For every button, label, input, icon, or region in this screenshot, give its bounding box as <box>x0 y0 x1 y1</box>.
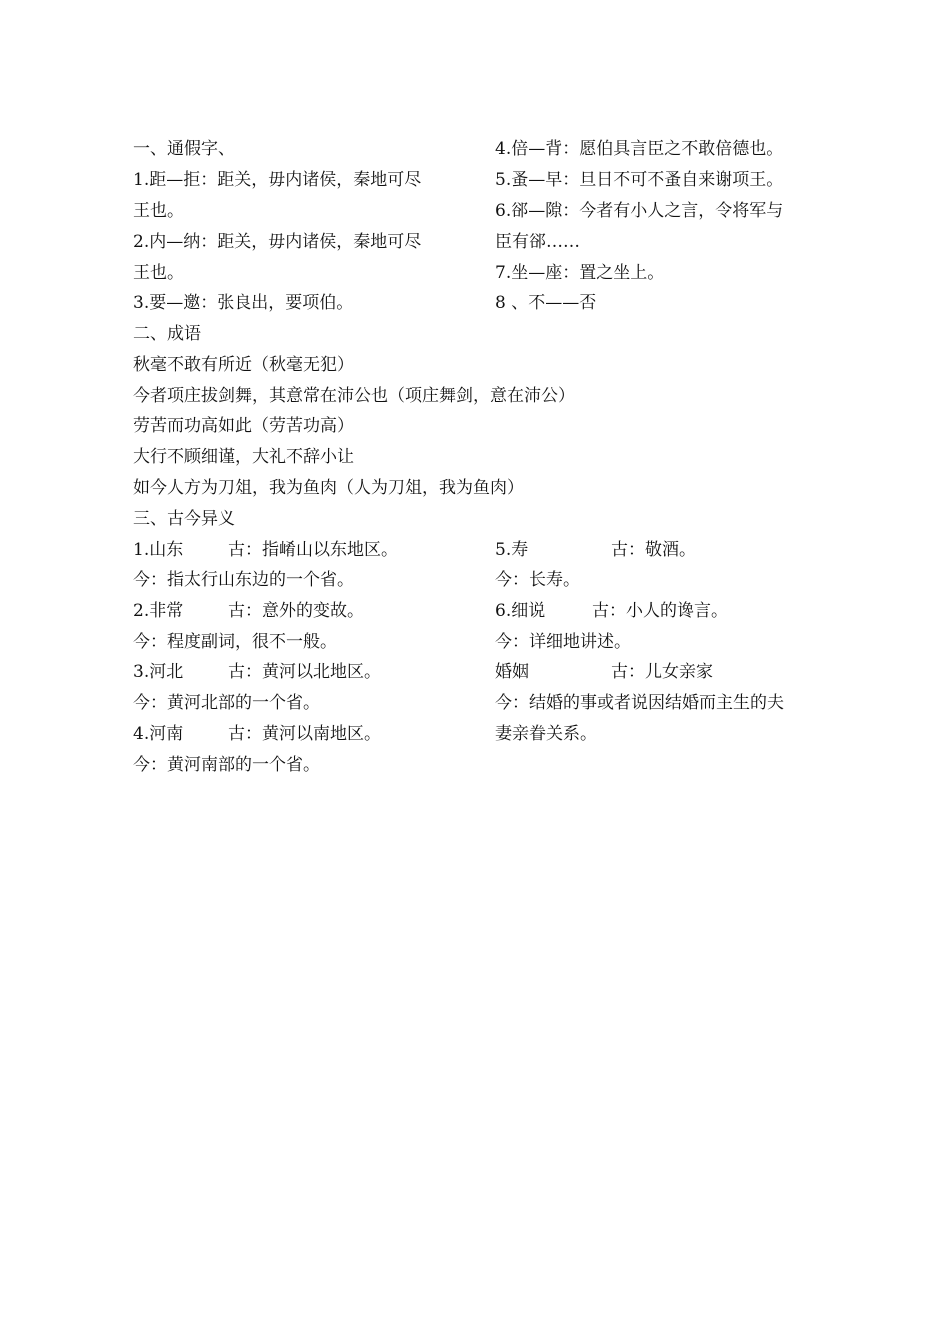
text-line: 8 、不——否 <box>495 293 597 313</box>
text-line: 7.坐—座：置之坐上。 <box>495 263 665 283</box>
text-line: 臣有郤…… <box>495 232 580 252</box>
ancient-meaning: 古：敬酒。 <box>611 540 696 560</box>
idiom-line: 劳苦而功高如此（劳苦功高） <box>133 416 354 436</box>
ancient-meaning: 古：黄河以北地区。 <box>228 662 381 682</box>
term-label: 婚姻 <box>495 662 529 682</box>
modern-meaning: 今：程度副词，很不一般。 <box>133 632 337 652</box>
term-label: 5.寿 <box>495 540 529 560</box>
idiom-line: 大行不顾细谨，大礼不辞小让 <box>133 447 354 467</box>
text-line: 3.要—邀：张良出，要项伯。 <box>133 293 354 313</box>
modern-meaning: 今：结婚的事或者说因结婚而主生的夫 <box>495 693 784 713</box>
modern-meaning: 今：黄河南部的一个省。 <box>133 755 320 775</box>
modern-meaning: 今：指太行山东边的一个省。 <box>133 570 354 590</box>
term-label: 4.河南 <box>133 724 184 744</box>
ancient-meaning: 古：意外的变故。 <box>228 601 364 621</box>
modern-meaning: 今：详细地讲述。 <box>495 632 631 652</box>
term-label: 1.山东 <box>133 540 184 560</box>
modern-meaning: 今：黄河北部的一个省。 <box>133 693 320 713</box>
ancient-meaning: 古：小人的谗言。 <box>592 601 728 621</box>
ancient-meaning: 古：黄河以南地区。 <box>228 724 381 744</box>
text-line: 4.倍—背：愿伯具言臣之不敢倍德也。 <box>495 139 784 159</box>
modern-meaning-continued: 妻亲眷关系。 <box>495 724 597 744</box>
text-line: 5.蚤—早：旦日不可不蚤自来谢项王。 <box>495 170 784 190</box>
section-heading-gujinyiyi: 三、古今异义 <box>133 509 235 529</box>
text-line: 王也。 <box>133 263 184 283</box>
ancient-meaning: 古：指崤山以东地区。 <box>228 540 398 560</box>
idiom-line: 今者项庄拔剑舞，其意常在沛公也（项庄舞剑，意在沛公） <box>133 386 575 406</box>
term-label: 3.河北 <box>133 662 184 682</box>
modern-meaning: 今：长寿。 <box>495 570 580 590</box>
text-line: 6.郤—隙：今者有小人之言，令将军与 <box>495 201 784 221</box>
text-line: 王也。 <box>133 201 184 221</box>
ancient-meaning: 古：儿女亲家 <box>611 662 713 682</box>
text-line: 1.距—拒：距关，毋内诸侯，秦地可尽 <box>133 170 422 190</box>
term-label: 6.细说 <box>495 601 546 621</box>
section-heading-tongjiazi: 一、通假字、 <box>133 139 235 159</box>
idiom-line: 秋毫不敢有所近（秋毫无犯） <box>133 355 354 375</box>
text-line: 2.内—纳：距关，毋内诸侯，秦地可尽 <box>133 232 422 252</box>
term-label: 2.非常 <box>133 601 184 621</box>
idiom-line: 如今人方为刀俎，我为鱼肉（人为刀俎，我为鱼肉） <box>133 478 524 498</box>
section-heading-chengyu: 二、成语 <box>133 324 201 344</box>
